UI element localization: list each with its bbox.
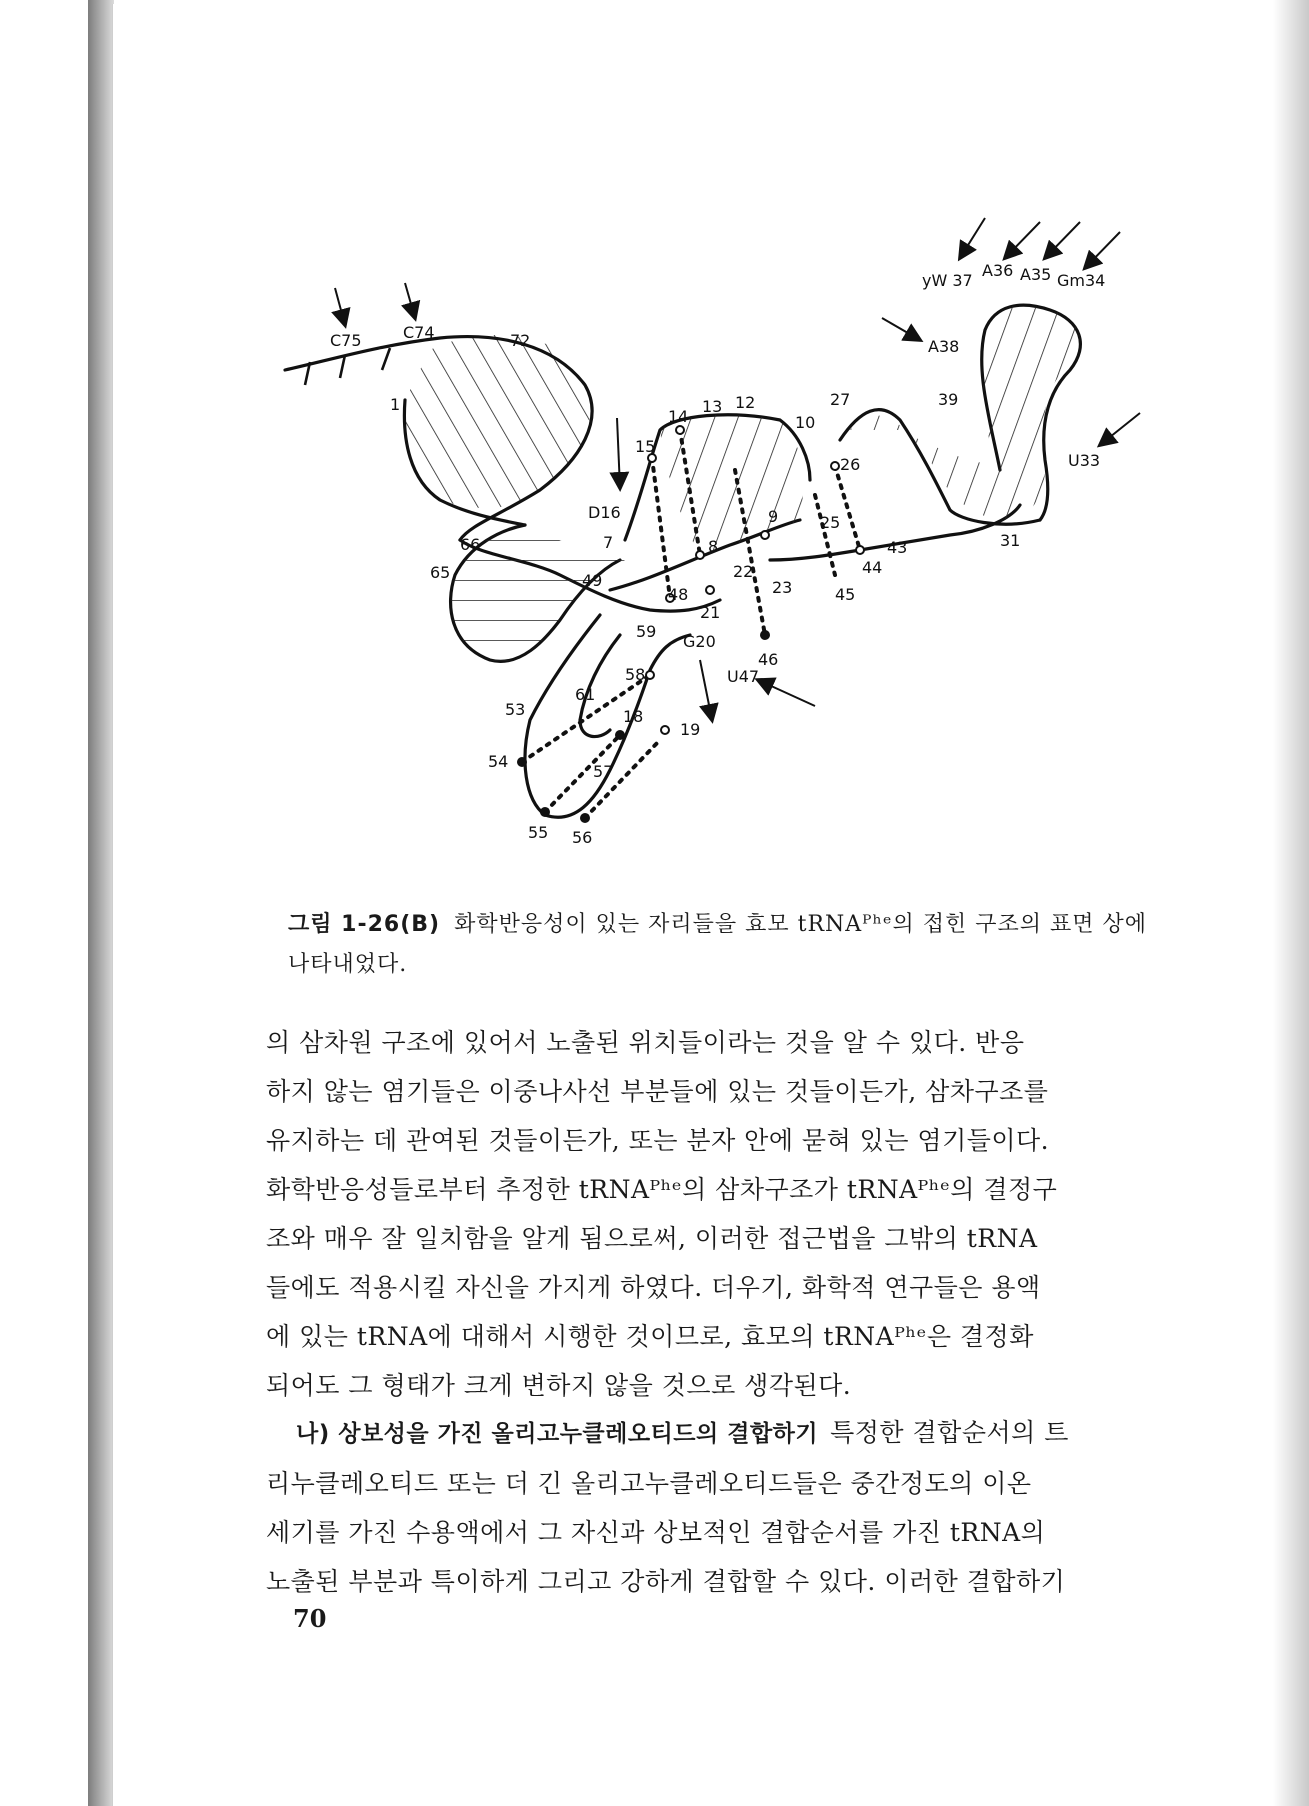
d-stem-shape (660, 415, 803, 555)
label-56: 56 (572, 828, 593, 847)
arrow-u47 (758, 680, 815, 706)
arrow-u33 (1100, 413, 1140, 445)
page-number: 70 (293, 1604, 327, 1633)
label-49: 49 (582, 571, 603, 590)
section-body: 특정한 결합순서의 트 리누클레오티드 또는 더 긴 올리고누클레오티드들은 중간정도의 이온 세기를 가진 수용액에서 그 자신과 상보적인 결합순서를 가진 tRNA의 노출된 부분과 특이하게 그리고 강하게 결합할 수 있다. 이러한 결합하기 (266, 1418, 1069, 1596)
label-10: 10 (795, 413, 816, 432)
label-u47: U47 (727, 667, 760, 686)
label-58: 58 (625, 665, 646, 684)
label-57: 57 (593, 762, 614, 781)
label-a36: A36 (982, 261, 1014, 280)
backbone-t-loop (525, 615, 690, 817)
label-55: 55 (528, 823, 549, 842)
caption-lead: 그림 1-26(B) (288, 912, 441, 937)
node-46 (760, 630, 770, 640)
label-54: 54 (488, 752, 509, 771)
label-53: 53 (505, 700, 526, 719)
node-56 (580, 813, 590, 823)
label-15: 15 (635, 437, 656, 456)
label-8: 8 (708, 537, 719, 556)
node-21 (706, 586, 714, 594)
label-12: 12 (735, 393, 756, 412)
label-9: 9 (768, 507, 779, 526)
arrow-c75 (335, 288, 345, 325)
label-44: 44 (862, 558, 883, 577)
label-19: 19 (680, 720, 701, 739)
node-19 (661, 726, 669, 734)
arrow-a36 (1005, 222, 1040, 258)
node-18 (615, 730, 625, 740)
label-1: 1 (390, 395, 401, 414)
label-66: 66 (460, 535, 481, 554)
caption-text: 화학반응성이 있는 자리들을 효모 tRNAᴾʰᵉ의 접힌 구조의 표면 상에 나타내었다. (288, 912, 1148, 977)
dotted-link-25-45 (815, 495, 835, 575)
label-13: 13 (702, 397, 723, 416)
node-26 (831, 462, 839, 470)
label-46: 46 (758, 650, 779, 669)
arrow-d16 (617, 418, 620, 488)
label-27: 27 (830, 390, 851, 409)
node-58 (646, 671, 654, 679)
arrow-yw37 (960, 218, 985, 258)
label-g20: G20 (683, 632, 716, 651)
label-48: 48 (668, 585, 689, 604)
label-22: 22 (733, 562, 754, 581)
arrow-c74 (405, 283, 415, 318)
body-paragraph-2 (266, 1408, 1166, 1606)
tick-c75-b (340, 355, 345, 378)
label-a35: A35 (1020, 265, 1052, 284)
label-yw37: yW 37 (922, 271, 973, 290)
label-18: 18 (623, 707, 644, 726)
body-paragraph-1: 의 삼차원 구조에 있어서 노출된 위치들이라는 것을 알 수 있다. 반응 하지 않는 염기들은 이중나사선 부분들에 있는 것들이든가, 삼차구조를 유지하는 데 관여된 것들이든가, 또는 분자 안에 묻혀 있는 염기들이다. 화학반응성들로부터 추정한 tRNAᴾʰᵉ의 삼차구조가 tRNAᴾʰᵉ의 결정구 조와 매우 잘 일치함을 알게 됨으로써, 이러한 접근법을 그밖의 tRNA 들에도 적용시킬 자신을 가지게 하였다. 더우기, 화학적 연구들은 용액 에 있는 tRNA에 대해서 시행한 것이므로, 효모의 tRNAᴾʰᵉ은 결정화 되어도 그 형태가 크게 변하지 않을 것으로 생각된다. (266, 1028, 1058, 1400)
label-26: 26 (840, 455, 861, 474)
label-21: 21 (700, 603, 721, 622)
label-25: 25 (820, 513, 841, 532)
arrow-gm34 (1085, 232, 1120, 268)
tick-c74 (382, 348, 390, 370)
label-43: 43 (887, 538, 908, 557)
label-45: 45 (835, 585, 856, 604)
node-8 (696, 551, 704, 559)
figure-caption (288, 905, 1158, 985)
dotted-link-26-44 (835, 466, 860, 550)
label-u33: U33 (1068, 451, 1101, 470)
node-9 (761, 531, 769, 539)
node-54 (517, 757, 527, 767)
label-59: 59 (636, 622, 657, 641)
label-31: 31 (1000, 531, 1021, 550)
arrow-a38 (882, 318, 920, 340)
label-d16: D16 (588, 503, 621, 522)
label-c75: C75 (330, 331, 362, 350)
arrow-g20 (700, 660, 712, 720)
node-55 (540, 807, 550, 817)
label-a38: A38 (928, 337, 960, 356)
arrow-a35 (1045, 222, 1080, 258)
label-7: 7 (603, 533, 614, 552)
label-gm34: Gm34 (1057, 271, 1106, 290)
label-61: 61 (575, 685, 596, 704)
label-14: 14 (668, 407, 689, 426)
label-72: 72 (510, 331, 531, 350)
label-65: 65 (430, 563, 451, 582)
node-14 (676, 426, 684, 434)
label-39: 39 (938, 390, 959, 409)
label-23: 23 (772, 578, 793, 597)
node-44 (856, 546, 864, 554)
trna-structure-figure (0, 0, 1309, 880)
label-c74: C74 (403, 323, 435, 342)
section-heading: 나) 상보성을 가진 올리고누클레오티드의 결합하기 (296, 1421, 819, 1447)
